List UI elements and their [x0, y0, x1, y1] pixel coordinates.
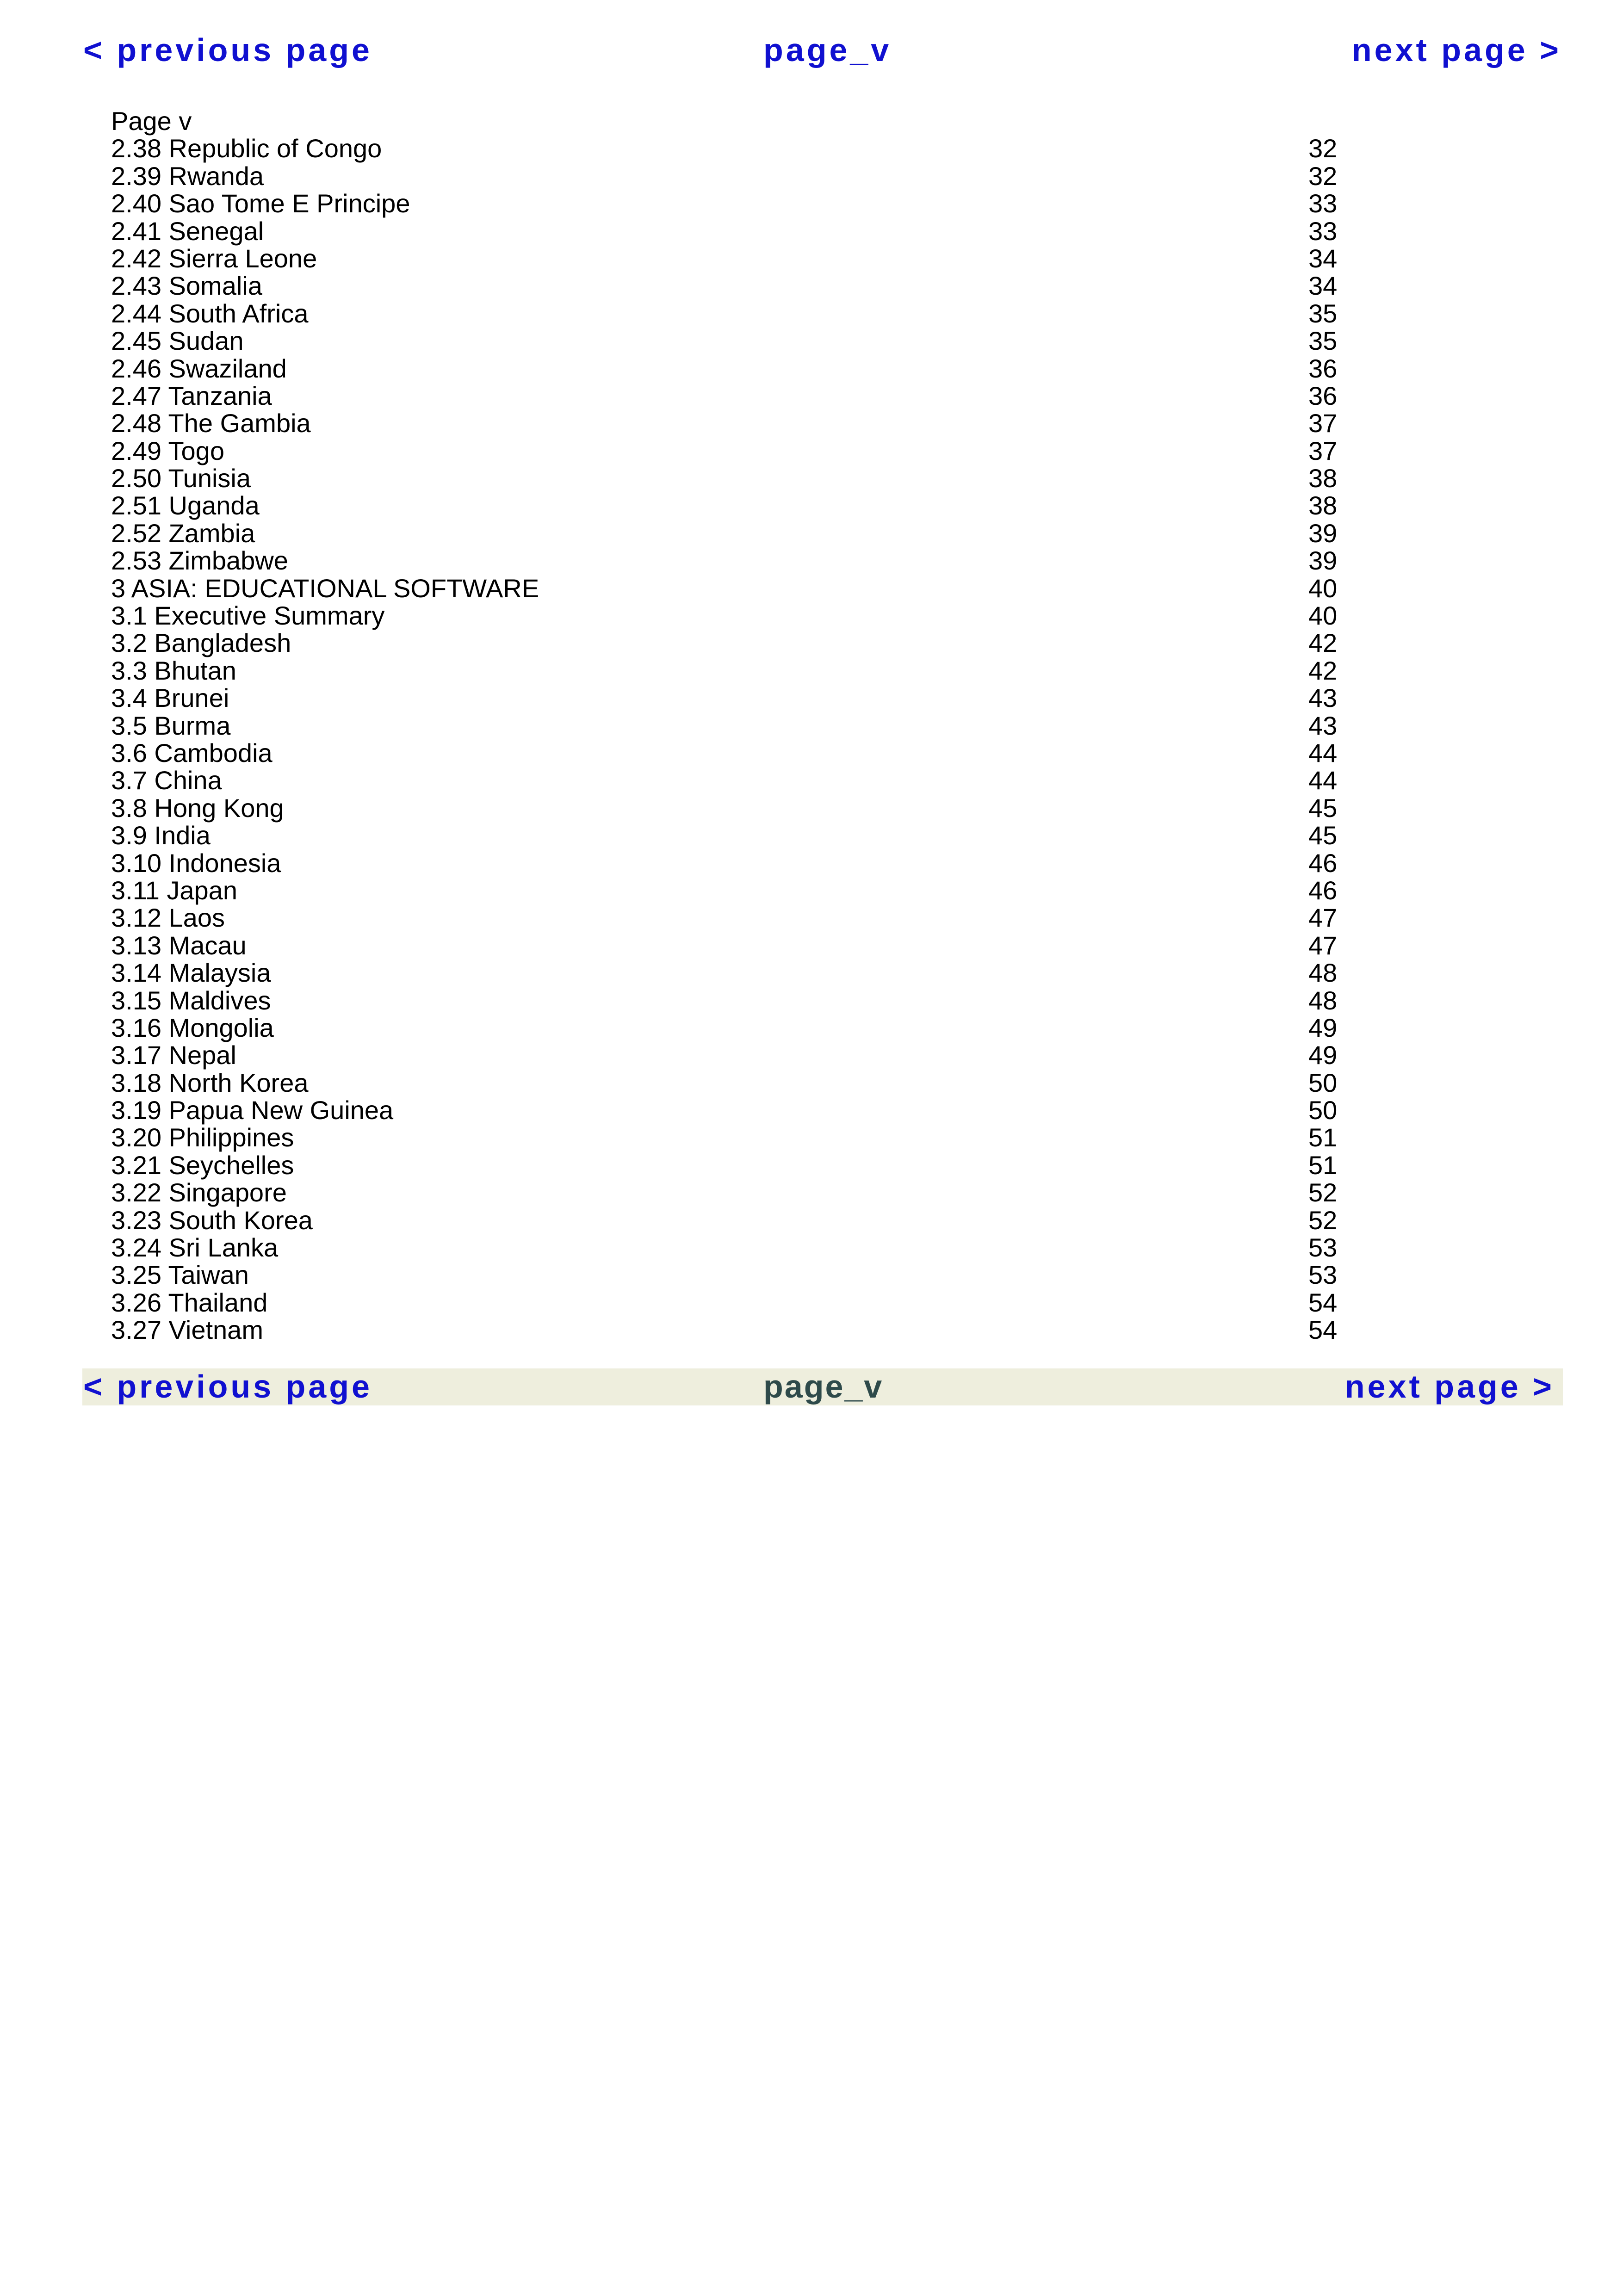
toc-entry-page-number: 34	[1308, 271, 1338, 301]
toc-entry[interactable]	[111, 794, 1360, 822]
toc-entry[interactable]	[111, 1096, 1360, 1124]
toc-entry-page-number: 42	[1308, 656, 1338, 685]
toc-entry-title: 2.40 Sao Tome E Principe	[111, 189, 410, 218]
toc-entry-page-number: 48	[1308, 985, 1338, 1015]
toc-entry-page-number: 42	[1308, 628, 1338, 658]
toc-entry-page-number: 38	[1308, 491, 1338, 520]
toc-entry-page-number: 45	[1308, 821, 1338, 850]
toc-entry-page-number: 48	[1308, 958, 1338, 988]
toc-entry-title: 3.16 Mongolia	[111, 1013, 274, 1042]
toc-entry-page-number: 37	[1308, 436, 1338, 465]
toc-entry-title: 3.19 Papua New Guinea	[111, 1095, 394, 1125]
toc-entry-title: 2.53 Zimbabwe	[111, 546, 288, 576]
toc-entry-page-number: 49	[1308, 1040, 1338, 1070]
toc-entry-title: 2.41 Senegal	[111, 216, 264, 246]
toc-entry[interactable]	[111, 1014, 1360, 1041]
toc-entry-title: 2.44 South Africa	[111, 298, 309, 328]
toc-entry[interactable]	[111, 739, 1360, 767]
toc-entry-page-number: 35	[1308, 326, 1338, 356]
toc-entry[interactable]	[111, 135, 1360, 162]
table-of-contents	[111, 107, 1360, 1344]
toc-entry[interactable]	[111, 959, 1360, 986]
toc-entry-page-number: 32	[1308, 161, 1338, 191]
toc-entry[interactable]	[111, 272, 1360, 299]
toc-entry-title: 2.52 Zambia	[111, 518, 255, 548]
toc-entry[interactable]	[111, 684, 1360, 712]
toc-entry-page-number: 54	[1308, 1287, 1338, 1317]
toc-entry-page-number: 39	[1308, 518, 1338, 548]
toc-entry[interactable]	[111, 767, 1360, 794]
toc-entry[interactable]	[111, 1151, 1360, 1179]
toc-entry[interactable]	[111, 1316, 1360, 1343]
toc-entry-title: 3.24 Sri Lanka	[111, 1233, 279, 1262]
toc-entry-title: 3.8 Hong Kong	[111, 793, 284, 823]
toc-entry[interactable]	[111, 300, 1360, 327]
toc-entry-title: 3.22 Singapore	[111, 1178, 287, 1207]
toc-entry-title: 3.23 South Korea	[111, 1205, 313, 1235]
top-current-page-label: page_v	[763, 32, 892, 68]
toc-entry[interactable]	[111, 712, 1360, 739]
toc-entry[interactable]	[111, 904, 1360, 931]
toc-entry-page-number: 50	[1308, 1095, 1338, 1125]
toc-entry-page-number: 52	[1308, 1178, 1338, 1207]
toc-entry[interactable]	[111, 1069, 1360, 1096]
next-page-link[interactable]: next page >	[1344, 1368, 1555, 1405]
toc-entry-title: 2.45 Sudan	[111, 326, 244, 356]
toc-entry[interactable]	[111, 849, 1360, 877]
previous-page-link[interactable]: < previous page	[83, 1368, 372, 1405]
toc-entry-title: 3.26 Thailand	[111, 1287, 268, 1317]
toc-entry-title: 2.47 Tanzania	[111, 381, 272, 410]
toc-entry-title: 3.18 North Korea	[111, 1068, 309, 1097]
toc-entry-page-number: 34	[1308, 243, 1338, 273]
toc-entry-title: 3.3 Bhutan	[111, 656, 236, 685]
toc-entry-page-number: 47	[1308, 930, 1338, 960]
toc-entry-title: 3.15 Maldives	[111, 985, 271, 1015]
toc-entry-title: 2.46 Swaziland	[111, 353, 287, 383]
page-label: Page v	[111, 106, 192, 136]
toc-entry-page-number: 37	[1308, 408, 1338, 438]
top-prev-page-link[interactable]: < previous page	[83, 32, 372, 68]
toc-entry[interactable]	[111, 1207, 1360, 1234]
toc-entry-page-number: 53	[1308, 1233, 1338, 1262]
toc-entry-page-number: 47	[1308, 903, 1338, 933]
toc-entry-title: 3.2 Bangladesh	[111, 628, 291, 658]
toc-entry-page-number: 54	[1308, 1315, 1338, 1345]
toc-entry-title: 3.9 India	[111, 821, 211, 850]
toc-entry[interactable]	[111, 987, 1360, 1014]
toc-entry[interactable]	[111, 1124, 1360, 1151]
bottom-navigation-bar	[82, 1368, 1563, 1405]
toc-entry-page-number: 33	[1308, 216, 1338, 246]
toc-entry-page-number: 38	[1308, 464, 1338, 493]
toc-entry[interactable]	[111, 629, 1360, 656]
toc-entry[interactable]	[111, 217, 1360, 245]
toc-entry-title: 3.10 Indonesia	[111, 848, 281, 878]
toc-entry[interactable]	[111, 1234, 1360, 1261]
toc-entry[interactable]	[111, 437, 1360, 464]
toc-entry-page-number: 44	[1308, 738, 1338, 767]
toc-entry[interactable]	[111, 575, 1360, 602]
toc-entry-title: 3.4 Brunei	[111, 683, 229, 713]
toc-entry-page-number: 50	[1308, 1068, 1338, 1097]
toc-entry-title: 2.48 The Gambia	[111, 408, 311, 438]
toc-entry-page-number: 36	[1308, 381, 1338, 410]
toc-entry-title: 3.13 Macau	[111, 930, 247, 960]
toc-entry-title: 3.6 Cambodia	[111, 738, 273, 767]
toc-entry[interactable]	[111, 190, 1360, 217]
toc-entry[interactable]	[111, 547, 1360, 574]
current-page-label: page_v	[763, 1368, 884, 1405]
toc-entry-page-number: 51	[1308, 1150, 1338, 1180]
toc-entry-page-number: 51	[1308, 1123, 1338, 1152]
toc-entry[interactable]	[111, 602, 1360, 629]
toc-entry[interactable]	[111, 1179, 1360, 1206]
toc-entry-title: 2.38 Republic of Congo	[111, 134, 382, 163]
toc-entry[interactable]	[111, 162, 1360, 190]
toc-entry[interactable]	[111, 657, 1360, 684]
toc-entry-page-number: 39	[1308, 546, 1338, 576]
toc-entry-title: 3.21 Seychelles	[111, 1150, 294, 1180]
toc-entry[interactable]	[111, 245, 1360, 272]
toc-entry-title: 3.17 Nepal	[111, 1040, 236, 1070]
toc-entry-title: 2.51 Uganda	[111, 491, 260, 520]
toc-entry-page-number: 46	[1308, 875, 1338, 905]
toc-list	[111, 135, 1360, 1343]
toc-entry-title: 3.11 Japan	[111, 875, 237, 905]
toc-entry-title: 2.43 Somalia	[111, 271, 262, 301]
toc-entry[interactable]	[111, 492, 1360, 519]
toc-entry[interactable]	[111, 822, 1360, 849]
toc-entry-page-number: 36	[1308, 353, 1338, 383]
toc-entry-page-number: 40	[1308, 573, 1338, 603]
toc-entry-page-number: 49	[1308, 1013, 1338, 1042]
toc-entry[interactable]	[111, 382, 1360, 409]
toc-entry[interactable]	[111, 464, 1360, 492]
toc-entry[interactable]	[111, 355, 1360, 382]
toc-entry-title: 2.49 Togo	[111, 436, 224, 465]
toc-entry[interactable]	[111, 409, 1360, 437]
toc-entry-title: 3 ASIA: EDUCATIONAL SOFTWARE	[111, 573, 539, 603]
top-next-page-link[interactable]: next page >	[1351, 32, 1561, 68]
toc-entry-page-number: 46	[1308, 848, 1338, 878]
top-navigation-bar-clipped	[83, 32, 1561, 80]
toc-entry-title: 3.12 Laos	[111, 903, 225, 933]
toc-entry[interactable]	[111, 520, 1360, 547]
toc-entry-page-number: 53	[1308, 1260, 1338, 1290]
toc-entry[interactable]	[111, 1289, 1360, 1316]
toc-entry-title: 3.14 Malaysia	[111, 958, 271, 988]
toc-entry[interactable]	[111, 327, 1360, 354]
toc-entry-title: 3.7 China	[111, 766, 222, 795]
toc-entry-title: 3.27 Vietnam	[111, 1315, 263, 1345]
toc-entry-title: 2.50 Tunisia	[111, 464, 251, 493]
toc-entry-title: 3.5 Burma	[111, 711, 231, 740]
toc-entry[interactable]	[111, 932, 1360, 959]
toc-entry-title: 2.39 Rwanda	[111, 161, 264, 191]
toc-entry-title: 3.20 Philippines	[111, 1123, 294, 1152]
toc-entry-page-number: 44	[1308, 766, 1338, 795]
toc-entry-title: 3.25 Taiwan	[111, 1260, 249, 1290]
toc-entry-page-number: 40	[1308, 601, 1338, 631]
toc-entry-page-number: 45	[1308, 793, 1338, 823]
toc-entry[interactable]	[111, 1041, 1360, 1069]
toc-entry-page-number: 52	[1308, 1205, 1338, 1235]
toc-entry-page-number: 33	[1308, 189, 1338, 218]
toc-entry[interactable]	[111, 1261, 1360, 1288]
toc-entry-page-number: 35	[1308, 298, 1338, 328]
toc-entry-page-number: 43	[1308, 711, 1338, 740]
toc-entry-title: 2.42 Sierra Leone	[111, 243, 317, 273]
toc-entry-page-number: 43	[1308, 683, 1338, 713]
toc-entry-title: 3.1 Executive Summary	[111, 601, 385, 631]
toc-entry-page-number: 32	[1308, 134, 1338, 163]
toc-entry[interactable]	[111, 877, 1360, 904]
